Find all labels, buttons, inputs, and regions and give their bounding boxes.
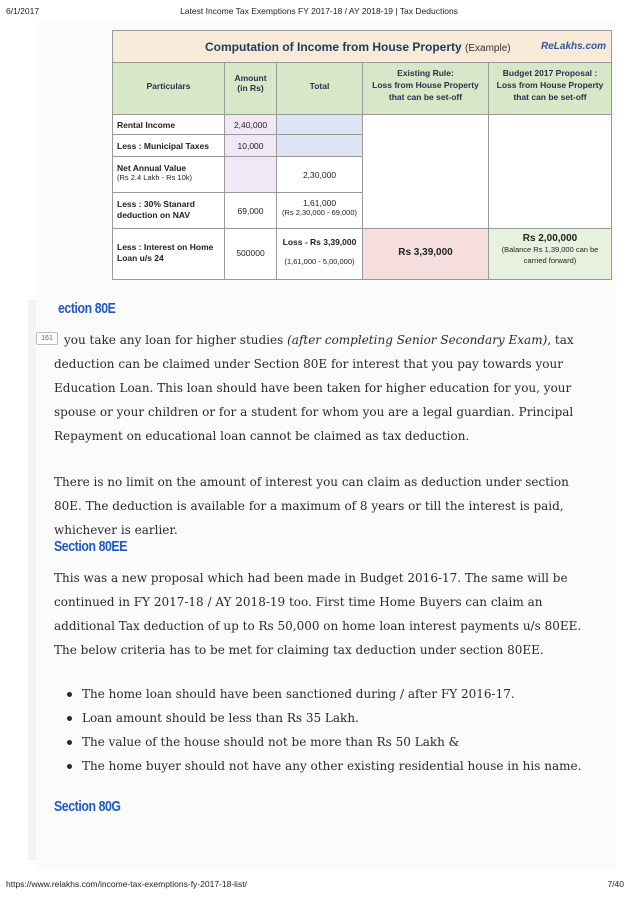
col-header-existing: Existing Rule: Loss from House Property that can be set-off — [363, 63, 489, 115]
cell-std-total: 1,61,000 (Rs 2,30,000 - 69,000) — [277, 193, 363, 229]
row-label-nav: Net Annual Value (Rs 2.4 Lakh - Rs 10k) — [113, 157, 225, 193]
paragraph-80e-2: There is no limit on the amount of interest you can claim as deduction under section 80E. The deduction is available for a maximum of 8 years or till the interest is paid, whichever is earlier. — [54, 475, 569, 537]
list-item: Loan amount should be less than Rs 35 Lakh. — [64, 706, 581, 730]
cell-interest-amount: 500000 — [225, 229, 277, 279]
print-page-number: 7/40 — [607, 879, 624, 889]
print-title: Latest Income Tax Exemptions FY 2017-18 / AY 2018-19 | Tax Deductions — [180, 6, 458, 16]
cell-interest-total: Loss - Rs 3,39,000 (1,61,000 - 5,00,000) — [277, 229, 363, 279]
cell-budget-value: Rs 2,00,000 (Balance Rs 1,39,000 can be carried forward) — [489, 229, 611, 279]
list-item: The home buyer should not have any other existing residential house in his name. — [64, 754, 581, 778]
table-title: Computation of Income from House Property (Example) — [205, 40, 511, 54]
list-item: The value of the house should not be more than Rs 50 Lakh & — [64, 730, 581, 754]
cell-existing-value: Rs 3,39,000 — [363, 229, 489, 279]
col-header-total: Total — [277, 63, 363, 115]
cell-rental-amount: 2,40,000 — [225, 115, 277, 135]
cell-rental-total — [277, 115, 363, 135]
house-property-table — [112, 30, 612, 280]
cell-nav-amount — [225, 157, 277, 193]
row-label-interest: Less : Interest on Home Loan u/s 24 — [113, 229, 225, 279]
list-item: The home loan should have been sanctioned during / after FY 2016-17. — [64, 682, 581, 706]
heading-section-80e: ection 80E — [58, 300, 116, 317]
cell-budget-blank — [489, 115, 611, 229]
col-header-amount: Amount (in Rs) — [225, 63, 277, 115]
cell-municipal-total — [277, 135, 363, 157]
criteria-list — [64, 682, 581, 778]
row-label-rental: Rental Income — [113, 115, 225, 135]
heading-section-80ee: Section 80EE — [54, 538, 128, 555]
row-label-standard-deduction: Less : 30% Stanard deduction on NAV — [113, 193, 225, 229]
col-header-particulars: Particulars — [113, 63, 225, 115]
row-label-municipal: Less : Municipal Taxes — [113, 135, 225, 157]
col-header-budget: Budget 2017 Proposal : Loss from House Property that can be set-off — [489, 63, 611, 115]
cell-nav-total: 2,30,000 — [277, 157, 363, 193]
left-gutter — [28, 300, 36, 860]
print-url: https://www.relakhs.com/income-tax-exemptions-fy-2017-18-list/ — [6, 879, 247, 889]
heading-section-80g: Section 80G — [54, 798, 121, 815]
cell-existing-blank — [363, 115, 489, 229]
paragraph-80e-1: you take any loan for higher studies (after completing Senior Secondary Exam), tax deduction can be claimed under Section 80E for interest that you pay towards your Education Loan. This loan should have been taken for higher education for you, your spouse or your children or for a student for whom you are a legal guardian. Principal Repayment on educational loan cannot be claimed as tax deduction. — [54, 333, 574, 443]
table-title-bar — [113, 31, 611, 63]
page-number-badge: 161 — [36, 332, 58, 345]
cell-std-amount: 69,000 — [225, 193, 277, 229]
table-brand: ReLakhs.com — [541, 41, 607, 52]
print-date: 6/1/2017 — [6, 6, 40, 16]
paragraph-80ee-1: This was a new proposal which had been made in Budget 2016-17. The same will be continued in FY 2017-18 / AY 2018-19 too. First time Home Buyers can claim an additional Tax deduction of up to Rs 50,000 on home loan interest payments u/s 80EE. The below criteria has to be met for claiming tax deduction under section 80EE. — [54, 571, 582, 657]
cell-municipal-amount: 10,000 — [225, 135, 277, 157]
